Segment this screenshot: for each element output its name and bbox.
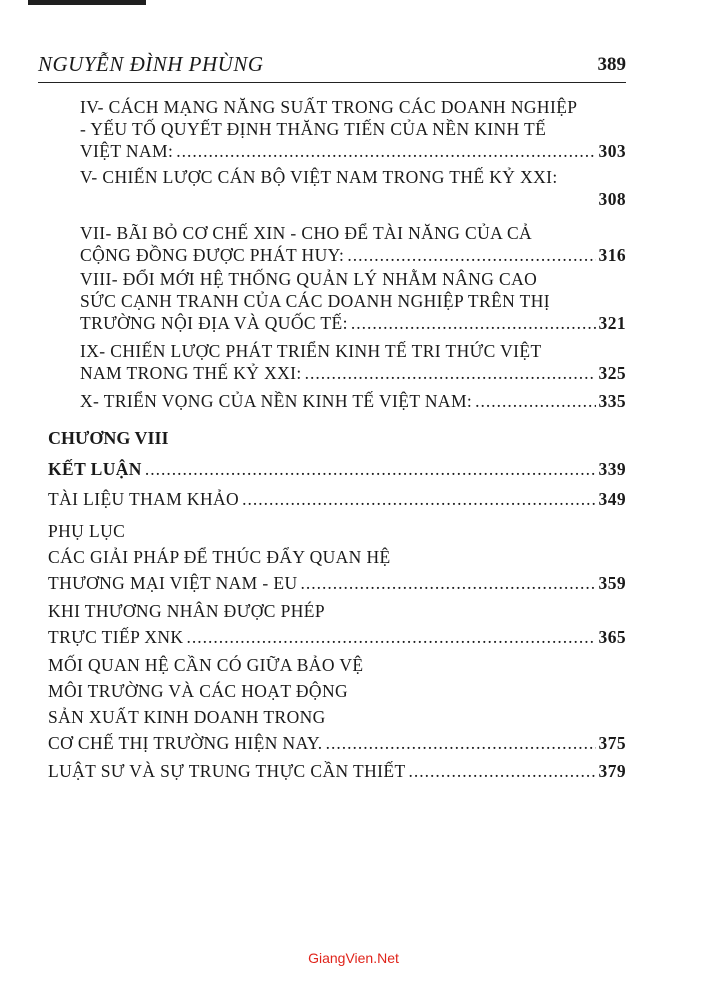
- author-name: NGUYỄN ĐÌNH PHÙNG: [38, 52, 264, 76]
- entry-last-line: [80, 188, 626, 210]
- entry-last-line: [48, 458, 626, 480]
- entry-last-line: [80, 244, 626, 266]
- entry-line: SỨC CẠNH TRANH CỦA CÁC DOANH NGHIỆP TRÊN THỊ: [80, 291, 551, 311]
- entry-line: KẾT LUẬN: [48, 459, 142, 479]
- toc-entry: [48, 458, 626, 480]
- leader-dots: [347, 244, 595, 266]
- entry-line: X- TRIỂN VỌNG CỦA NỀN KINH TẾ VIỆT NAM:: [80, 391, 473, 411]
- page-ref: 303: [598, 141, 626, 161]
- entry-line: TÀI LIỆU THAM KHẢO: [48, 489, 240, 509]
- entry-line: NAM TRONG THẾ KỶ XXI:: [80, 363, 302, 383]
- page-ref: 335: [598, 391, 626, 411]
- leader-dots: [351, 312, 596, 334]
- toc-entry: [80, 166, 626, 210]
- toc-entry: [48, 518, 626, 596]
- page-ref: 325: [598, 363, 626, 383]
- entry-line: IV- CÁCH MẠNG NĂNG SUẤT TRONG CÁC DOANH NGHIỆP: [80, 97, 578, 117]
- toc-entry: [48, 598, 626, 650]
- page-ref: 379: [598, 761, 626, 781]
- page-ref: 316: [598, 245, 626, 265]
- entry-last-line: [48, 730, 626, 756]
- entry-last-line: [80, 390, 626, 412]
- entry-line: CÁC GIẢI PHÁP ĐỂ THÚC ĐẨY QUAN HỆ: [48, 547, 391, 567]
- toc-entry: [80, 96, 626, 162]
- entry-line: CỘNG ĐỒNG ĐƯỢC PHÁT HUY:: [80, 245, 345, 265]
- page-number: 389: [597, 54, 626, 75]
- entry-line: SẢN XUẤT KINH DOANH TRONG: [48, 707, 326, 727]
- entry-last-line: [80, 362, 626, 384]
- toc-entry: [48, 760, 626, 782]
- entry-line: CƠ CHẾ THỊ TRƯỜNG HIỆN NAY.: [48, 733, 323, 753]
- entry-line: LUẬT SƯ VÀ SỰ TRUNG THỰC CẦN THIẾT: [48, 761, 406, 781]
- entry-line: MỐI QUAN HỆ CẦN CÓ GIỮA BẢO VỆ: [48, 655, 364, 675]
- entry-line: VIII- ĐỔI MỚI HỆ THỐNG QUẢN LÝ NHẰM NÂNG CAO: [80, 269, 538, 289]
- leader-dots: [242, 488, 595, 510]
- page-ref: 365: [598, 627, 626, 647]
- running-header: [38, 52, 626, 78]
- page-ref: 339: [598, 459, 626, 479]
- entry-last-line: [48, 570, 626, 596]
- entry-line: KHI THƯƠNG NHÂN ĐƯỢC PHÉP: [48, 601, 325, 621]
- page-ref: 308: [598, 189, 626, 209]
- entry-line: VII- BÃI BỎ CƠ CHẾ XIN - CHO ĐỂ TÀI NĂNG CỦA CẢ: [80, 223, 533, 243]
- page-ref: 359: [598, 573, 626, 593]
- page-ref: 375: [598, 733, 626, 753]
- leader-dots: [475, 390, 595, 412]
- leader-dots: [145, 458, 596, 480]
- toc-entry: [48, 488, 626, 510]
- entry-line: MÔI TRƯỜNG VÀ CÁC HOẠT ĐỘNG: [48, 681, 349, 701]
- entry-line: VIỆT NAM:: [80, 141, 174, 161]
- toc-entry: [80, 268, 626, 334]
- leader-dots: [186, 624, 595, 650]
- entry-line: - YẾU TỐ QUYẾT ĐỊNH THĂNG TIẾN CỦA NỀN KINH TẾ: [80, 119, 547, 139]
- entry-line: TRƯỜNG NỘI ĐỊA VÀ QUỐC TẾ:: [80, 313, 348, 333]
- leader-dots: [176, 140, 595, 162]
- entry-line: PHỤ LỤC: [48, 521, 126, 541]
- toc-entry: [48, 652, 626, 756]
- leader-dots: [305, 362, 596, 384]
- entry-last-line: [80, 140, 626, 162]
- toc-entry: [80, 222, 626, 266]
- entry-line: THƯƠNG MẠI VIỆT NAM - EU: [48, 573, 298, 593]
- page-ref: 321: [598, 313, 626, 333]
- entry-last-line: [80, 312, 626, 334]
- entry-line: IX- CHIẾN LƯỢC PHÁT TRIỂN KINH TẾ TRI THỨC VIỆT: [80, 341, 542, 361]
- toc-entry: [80, 390, 626, 412]
- toc-entry: [80, 340, 626, 384]
- page-corner-mark: [28, 0, 146, 5]
- leader-dots: [326, 730, 596, 756]
- leader-dots: [409, 760, 596, 782]
- entry-last-line: [48, 488, 626, 510]
- leader-dots: [301, 570, 596, 596]
- entry-line: V- CHIẾN LƯỢC CÁN BỘ VIỆT NAM TRONG THẾ KỶ XXI:: [80, 167, 558, 187]
- entry-last-line: [48, 760, 626, 782]
- watermark: GiangVien.Net: [308, 950, 399, 966]
- chapter-heading: CHƯƠNG VIII: [48, 428, 169, 448]
- entry-line: TRỰC TIẾP XNK: [48, 627, 184, 647]
- entry-last-line: [48, 624, 626, 650]
- header-rule: [38, 82, 626, 83]
- page-ref: 349: [598, 489, 626, 509]
